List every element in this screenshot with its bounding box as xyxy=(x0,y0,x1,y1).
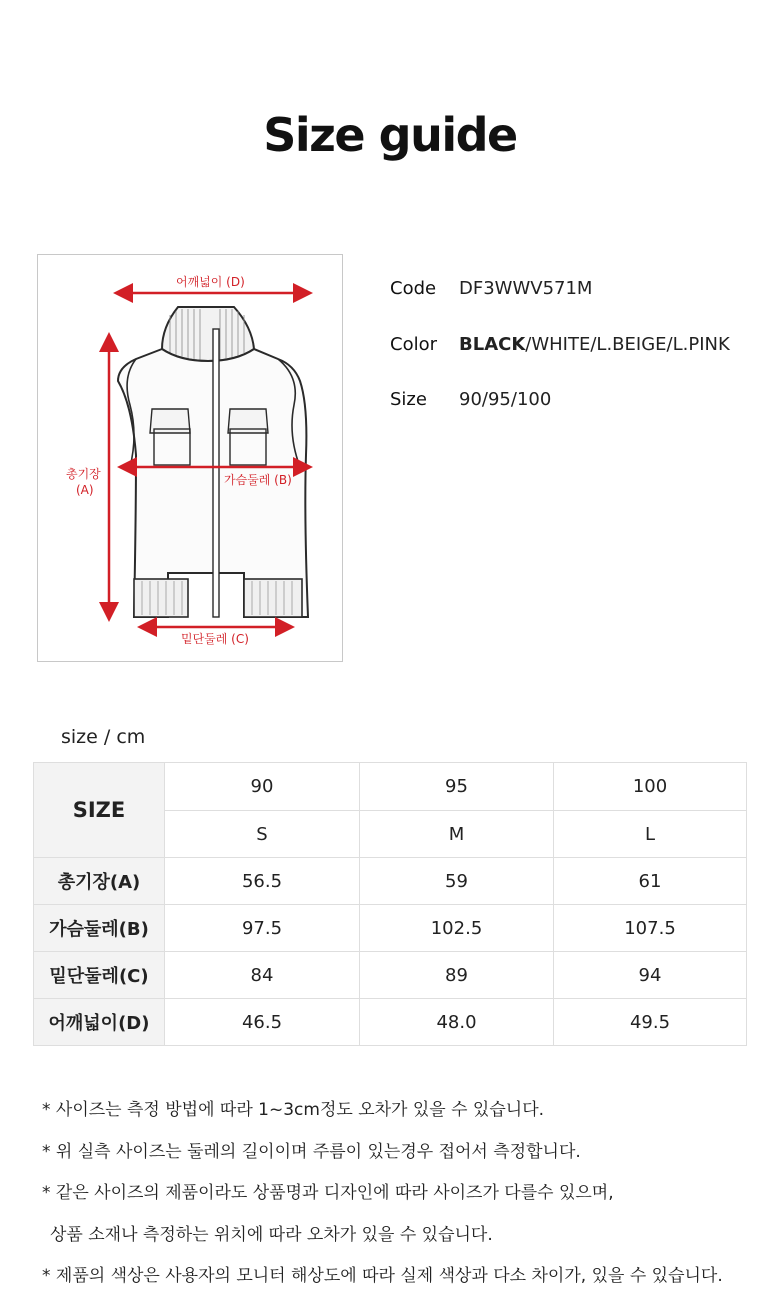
note-item: 상품 소재나 측정하는 위치에 따라 오차가 있을 수 있습니다. xyxy=(50,1224,493,1245)
vest-illustration xyxy=(38,255,344,663)
table-cell: 107.5 xyxy=(554,905,747,952)
row-label: 가슴둘레(B) xyxy=(34,905,165,952)
table-cell: 94 xyxy=(554,952,747,999)
table-row xyxy=(34,905,747,952)
size-value: 90/95/100 xyxy=(459,389,552,410)
table-row xyxy=(34,952,747,999)
table-cell: 48.0 xyxy=(360,999,554,1046)
table-cell: 46.5 xyxy=(165,999,360,1046)
row-label: 어깨넓이(D) xyxy=(34,999,165,1046)
color-others: /WHITE/L.BEIGE/L.PINK xyxy=(525,333,730,355)
size-number: 95 xyxy=(360,763,554,811)
size-label: Size xyxy=(390,389,427,410)
note-item: * 제품의 색상은 사용자의 모니터 해상도에 따라 실제 색상과 다소 차이가, 있을 수 있습니다. xyxy=(42,1266,723,1286)
length-label: 총기장 xyxy=(66,467,101,481)
table-cell: 89 xyxy=(360,952,554,999)
color-value xyxy=(459,334,730,355)
note-item: * 사이즈는 측정 방법에 따라 1~3cm정도 오차가 있을 수 있습니다. xyxy=(42,1100,545,1120)
table-cell: 59 xyxy=(360,858,554,905)
color-label: Color xyxy=(390,333,437,355)
table-cell: 56.5 xyxy=(165,858,360,905)
table-row xyxy=(34,999,747,1046)
page-title: Size guide xyxy=(263,108,517,162)
table-cell: 49.5 xyxy=(554,999,747,1046)
table-cell: 97.5 xyxy=(165,905,360,952)
size-header: SIZE xyxy=(34,763,165,858)
shoulder-label: 어깨넓이 (D) xyxy=(176,275,245,289)
vest-size-diagram xyxy=(37,254,343,662)
size-letter: L xyxy=(554,811,747,858)
chest-label: 가슴둘레 (B) xyxy=(224,473,292,487)
table-cell: 61 xyxy=(554,858,747,905)
size-notes xyxy=(42,1096,772,1304)
table-cell: 84 xyxy=(165,952,360,999)
code-label: Code xyxy=(390,278,437,299)
table-row xyxy=(34,858,747,905)
size-number: 100 xyxy=(554,763,747,811)
table-cell: 102.5 xyxy=(360,905,554,952)
row-label: 밑단둘레(C) xyxy=(34,952,165,999)
size-letter: S xyxy=(165,811,360,858)
hem-label: 밑단둘레 (C) xyxy=(181,632,249,646)
size-number: 90 xyxy=(165,763,360,811)
length-label-suffix: (A) xyxy=(76,483,94,497)
color-primary: BLACK xyxy=(459,333,526,355)
unit-label: size / cm xyxy=(61,726,146,748)
code-value: DF3WWV571M xyxy=(459,278,593,299)
size-letter: M xyxy=(360,811,554,858)
note-item: * 같은 사이즈의 제품이라도 상품명과 디자인에 따라 사이즈가 다를수 있으며, xyxy=(42,1183,614,1203)
row-label: 총기장(A) xyxy=(34,858,165,905)
note-item: * 위 실측 사이즈는 둘레의 길이이며 주름이 있는경우 접어서 측정합니다. xyxy=(42,1141,581,1162)
size-table xyxy=(33,762,747,1046)
